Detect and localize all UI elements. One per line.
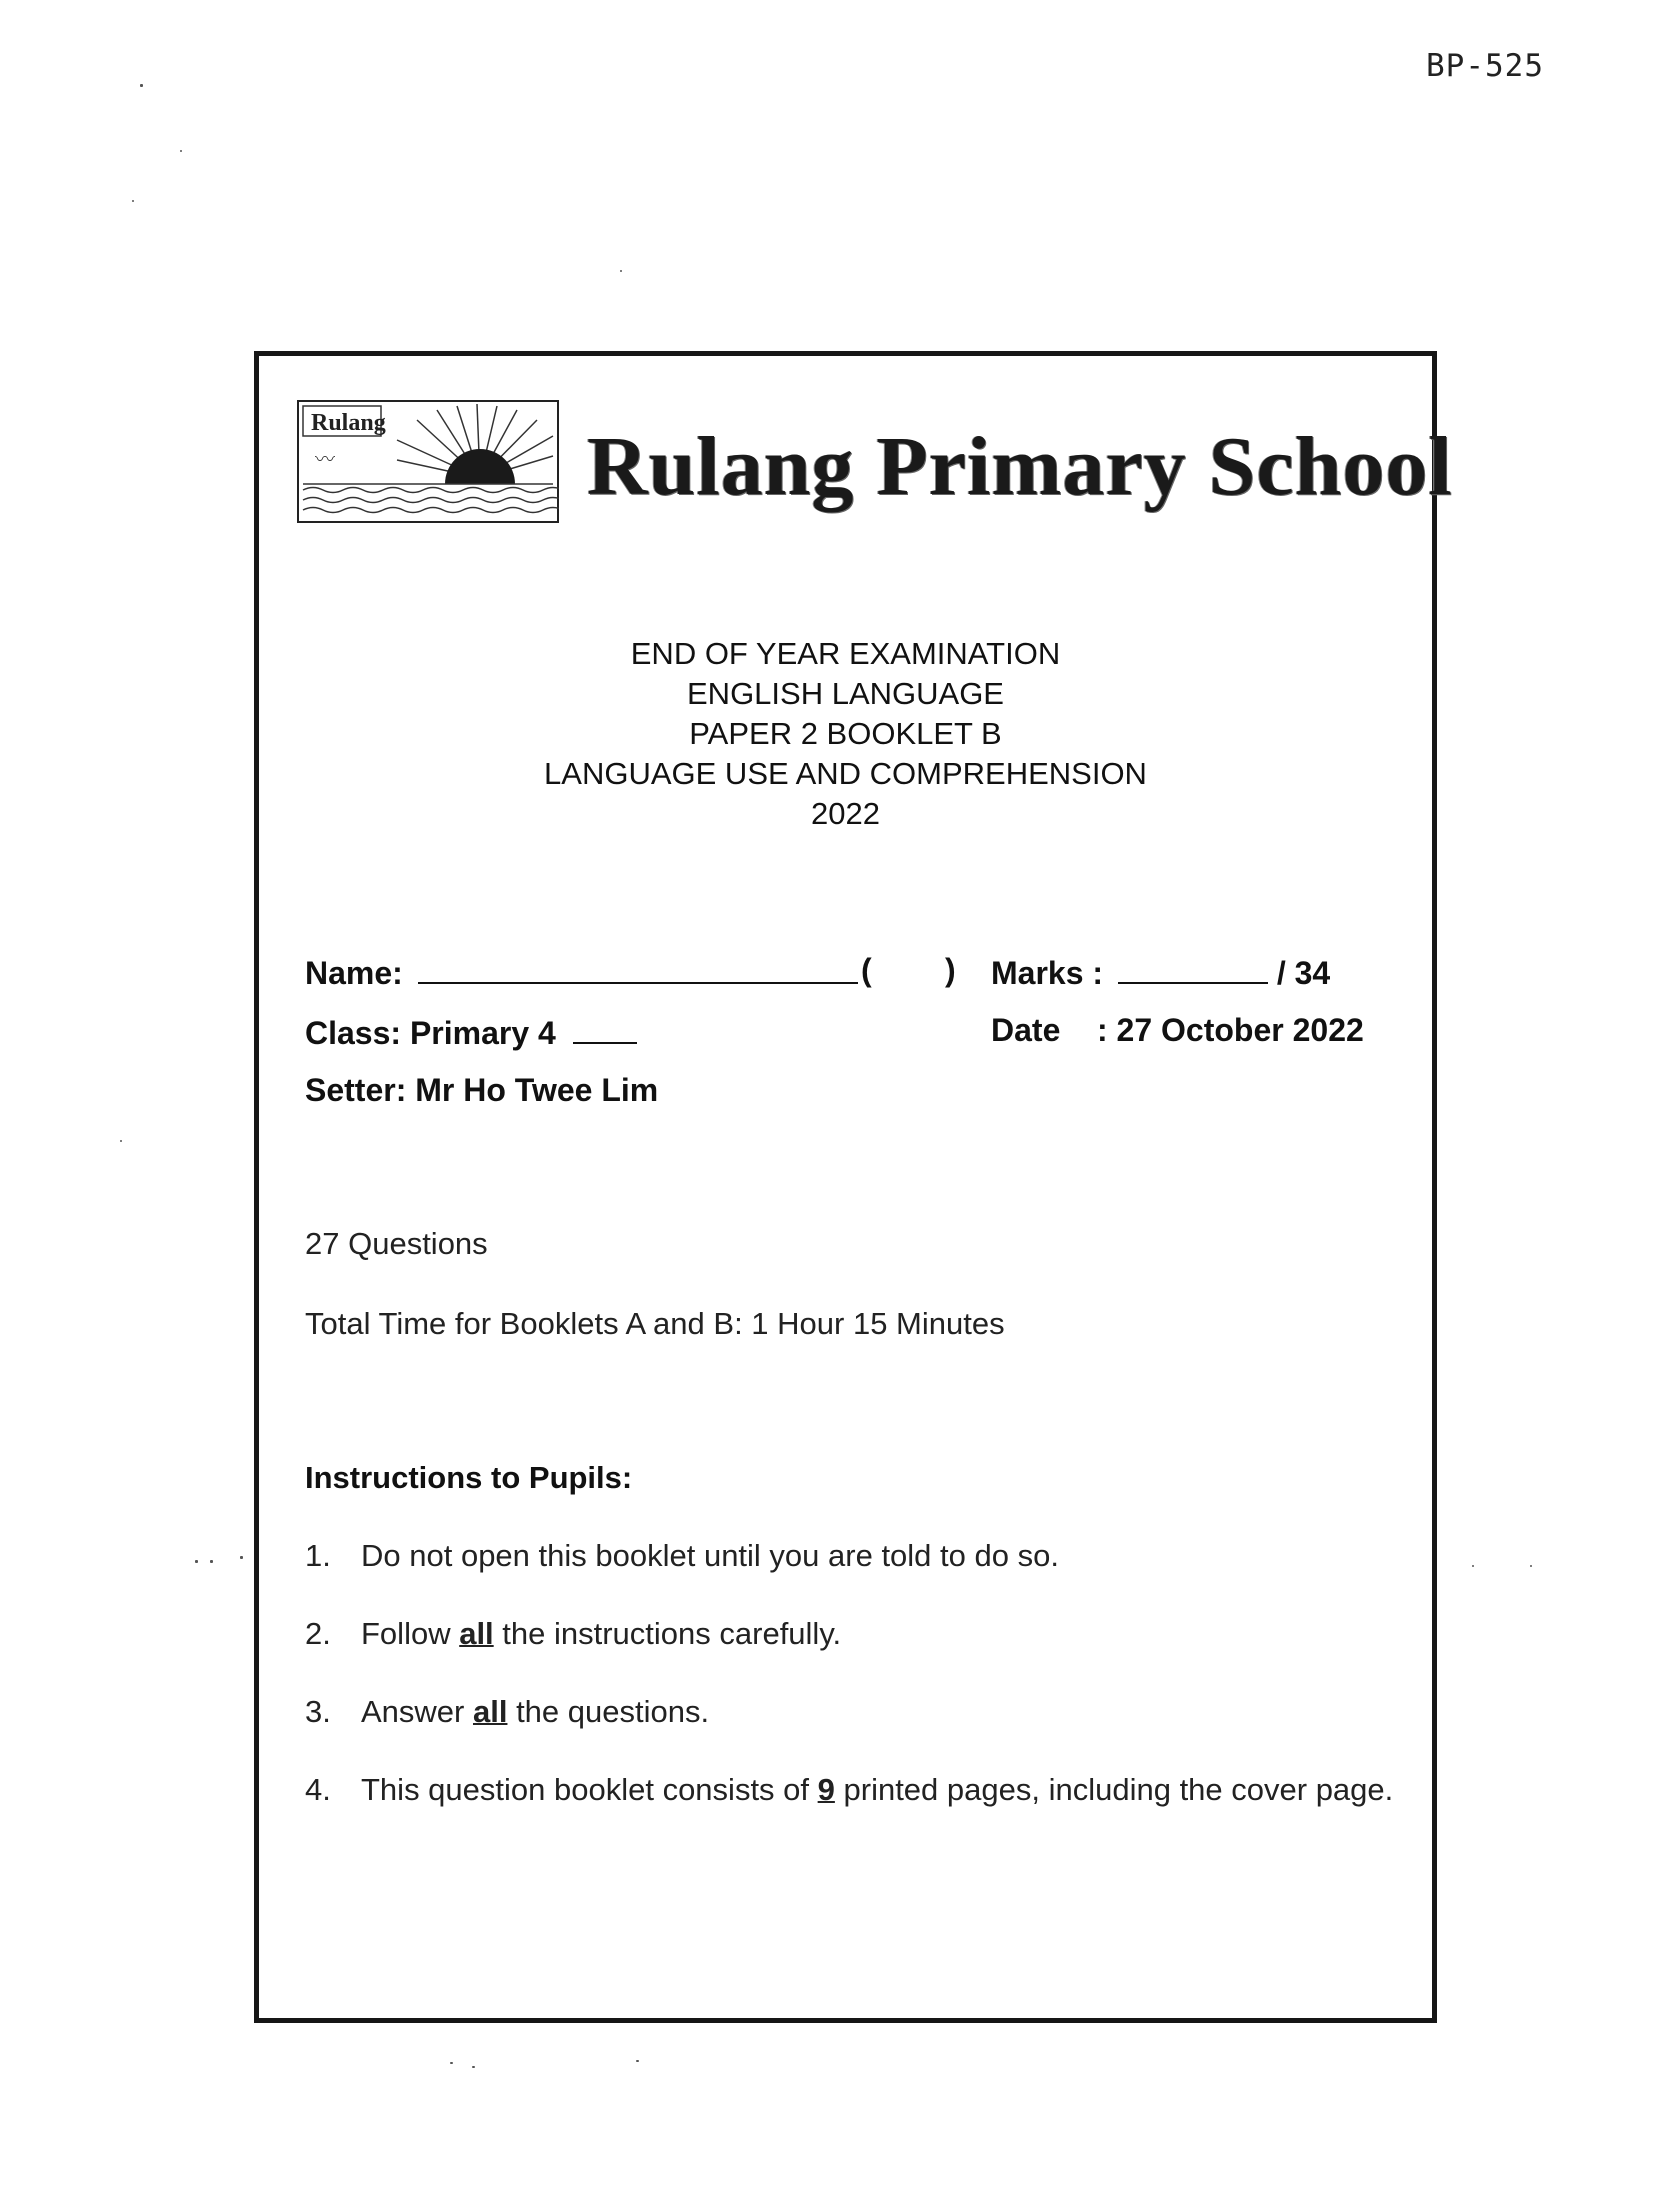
emphasis: all xyxy=(459,1616,494,1651)
instruction-text: Answer all the questions. xyxy=(361,1694,710,1729)
scan-speck xyxy=(210,1560,213,1563)
name-field xyxy=(305,952,858,992)
instruction-number: 2. xyxy=(305,1616,331,1651)
setter: Setter: Mr Ho Twee Lim xyxy=(305,1072,659,1108)
title-line: PAPER 2 BOOKLET B xyxy=(689,716,1002,751)
scan-speck xyxy=(1472,1565,1474,1567)
scan-speck xyxy=(195,1560,198,1563)
title-year: 2022 xyxy=(811,796,880,831)
scan-speck xyxy=(1530,1565,1532,1567)
index-number-open: ( xyxy=(861,952,872,988)
title-line: LANGUAGE USE AND COMPREHENSION xyxy=(544,756,1147,791)
cover-box xyxy=(254,351,1453,2023)
instruction-item xyxy=(305,1536,1401,1576)
name-label: Name: xyxy=(305,955,403,991)
instruction-text: This question booklet consists of 9 printed pages, including the cover page. xyxy=(361,1772,1394,1807)
index-number-close: ) xyxy=(945,952,956,988)
title-line: ENGLISH LANGUAGE xyxy=(687,676,1004,711)
class-blank[interactable] xyxy=(573,1012,637,1044)
marks-total: / 34 xyxy=(1276,955,1331,991)
exam-title xyxy=(259,634,1432,834)
scan-speck xyxy=(620,270,622,272)
scan-speck xyxy=(120,1140,122,1142)
instruction-text: Do not open this booklet until you are told to do so. xyxy=(361,1538,1059,1573)
instruction-number: 1. xyxy=(305,1538,331,1573)
class-field xyxy=(305,1012,637,1052)
marks-field xyxy=(991,952,1330,992)
scan-speck xyxy=(636,2060,639,2062)
instruction-number: 4. xyxy=(305,1772,331,1807)
date-label: Date xyxy=(991,1012,1061,1048)
marks-label: Marks : xyxy=(991,955,1104,991)
scan-speck xyxy=(240,1556,243,1559)
school-name: Rulang Primary School xyxy=(587,420,1453,513)
date-value: : 27 October 2022 xyxy=(1097,1012,1364,1048)
scan-speck xyxy=(472,2066,475,2068)
emphasis: all xyxy=(472,1694,508,1729)
page-code: BP-525 xyxy=(1426,48,1544,84)
scan-speck xyxy=(140,84,143,87)
marks-blank[interactable] xyxy=(1118,952,1268,984)
scan-speck xyxy=(450,2062,453,2064)
scan-speck xyxy=(180,150,182,152)
instruction-item xyxy=(305,1692,1401,1732)
school-logo xyxy=(297,400,559,523)
logo-text: Rulang xyxy=(311,410,386,436)
instruction-item xyxy=(305,1770,1401,1810)
instruction-number: 3. xyxy=(305,1694,331,1729)
instruction-item xyxy=(305,1614,1401,1654)
emphasis: 9 xyxy=(817,1772,835,1807)
scan-speck xyxy=(132,200,134,202)
name-blank[interactable] xyxy=(418,952,858,984)
total-time: Total Time for Booklets A and B: 1 Hour 15 Minutes xyxy=(305,1306,1005,1341)
instructions-heading: Instructions to Pupils: xyxy=(305,1460,633,1495)
title-line: END OF YEAR EXAMINATION xyxy=(630,636,1061,671)
class-label: Class: Primary 4 xyxy=(305,1015,556,1051)
question-count: 27 Questions xyxy=(305,1226,488,1261)
svg-text:〰: 〰 xyxy=(315,447,335,471)
instruction-text: Follow all the instructions carefully. xyxy=(361,1616,842,1651)
